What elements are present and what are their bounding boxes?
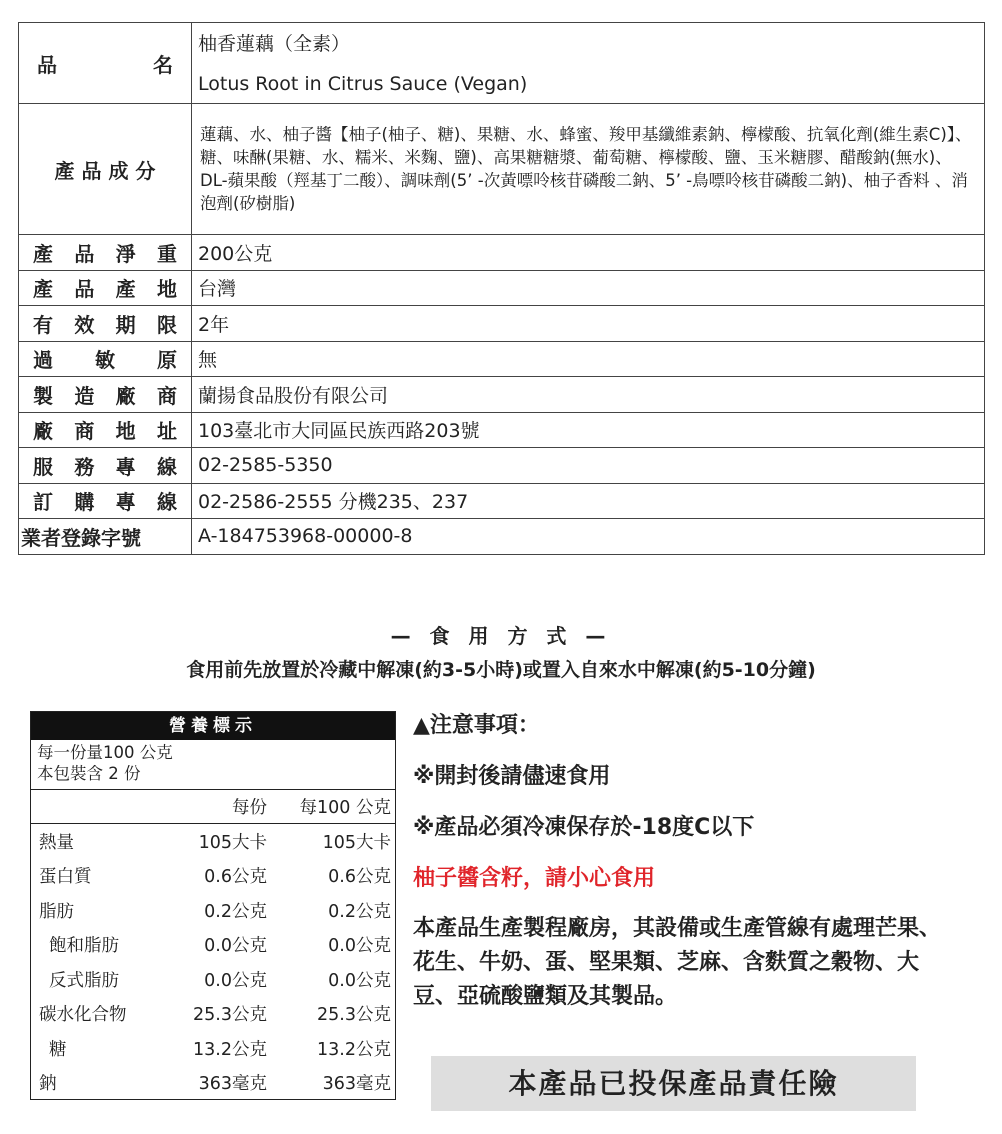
note-allergen-facility: 本產品生產製程廠房，其設備或生產管線有處理芒果、花生、牛奶、蛋、堅果類、芝麻、含麩質之穀物、大豆、亞硫酸鹽類及其製品。 <box>413 916 942 1009</box>
info-row-label: 製 造 廠 商 <box>19 377 192 413</box>
usage-title: — 食 用 方 式 — <box>390 624 612 648</box>
notes-title: ▲注意事項： <box>413 713 540 738</box>
row-ingredients <box>19 104 985 235</box>
nutrition-row <box>31 928 395 963</box>
product-info-table <box>18 22 985 555</box>
info-row <box>19 341 985 377</box>
info-row-value: 02-2586-2555 分機235、237 <box>192 483 985 519</box>
label-product-name: 品 名 <box>19 23 192 104</box>
nutrient-per-100g: 0.2公克 <box>328 901 391 922</box>
nutrient-per-serving: 363毫克 <box>198 1074 267 1095</box>
nutrient-per-100g: 0.0公克 <box>328 936 391 957</box>
nutrient-per-serving: 13.2公克 <box>193 1039 267 1060</box>
nutrient-per-100g: 13.2公克 <box>317 1039 391 1060</box>
info-row-label: 服 務 專 線 <box>19 448 192 484</box>
info-row-value: 2年 <box>192 306 985 342</box>
nutrient-per-serving: 25.3公克 <box>193 1005 267 1026</box>
nutrition-row <box>31 893 395 928</box>
nutrient-name: 蛋白質 <box>39 867 92 888</box>
info-row-label: 過 敏 原 <box>19 341 192 377</box>
nutrition-row <box>31 962 395 997</box>
usage-instructions: 食用前先放置於冷藏中解凍(約3-5小時)或置入自來水中解凍(約5-10分鐘) <box>186 659 816 681</box>
nutrient-name: 反式脂肪 <box>49 970 119 991</box>
info-row-label: 廠 商 地 址 <box>19 412 192 448</box>
nutrient-per-100g: 363毫克 <box>322 1074 391 1095</box>
nutrition-row <box>31 997 395 1032</box>
nutrient-per-100g: 0.6公克 <box>328 867 391 888</box>
col-per-100g: 每100 公克 <box>299 798 391 818</box>
info-row <box>19 377 985 413</box>
info-row-value: 103臺北市大同區民族西路203號 <box>192 412 985 448</box>
nutrient-per-100g: 0.0公克 <box>328 970 391 991</box>
info-row-label: 產 品 產 地 <box>19 270 192 306</box>
serving-info <box>31 740 395 790</box>
nutrition-rows <box>31 824 395 1100</box>
note-seed-warning: 柚子醬含籽，請小心食用 <box>413 866 656 891</box>
product-name-zh: 柚香蓮藕（全素） <box>198 32 351 55</box>
note-frozen-storage: ※產品必須冷凍保存於-18度C以下 <box>413 815 755 840</box>
info-row <box>19 306 985 342</box>
value-registration: A-184753968-00000-8 <box>192 519 985 555</box>
info-row <box>19 270 985 306</box>
nutrition-row <box>31 859 395 894</box>
info-row <box>19 483 985 519</box>
nutrition-header: 營養標示 <box>31 712 395 740</box>
info-row-value: 蘭揚食品股份有限公司 <box>192 377 985 413</box>
product-name-en: Lotus Root in Citrus Sauce (Vegan) <box>198 72 528 95</box>
nutrition-facts-box <box>30 711 396 1100</box>
serving-size: 每一份量100 公克 <box>37 743 173 762</box>
nutrient-per-serving: 0.0公克 <box>204 970 267 991</box>
nutrient-per-100g: 25.3公克 <box>317 1005 391 1026</box>
nutrition-row <box>31 1031 395 1066</box>
label-ingredients: 產 品 成 分 <box>19 104 192 235</box>
nutrient-name: 熱量 <box>39 832 74 853</box>
nutrition-column-headers <box>31 790 395 824</box>
note-open-soon: ※開封後請儘速食用 <box>413 764 611 789</box>
info-row-value: 200公克 <box>192 235 985 271</box>
info-row-label: 產 品 淨 重 <box>19 235 192 271</box>
info-row-label: 訂 購 專 線 <box>19 483 192 519</box>
value-product-name <box>192 23 985 104</box>
servings-per-pack: 本包裝含 2 份 <box>37 764 141 783</box>
notes-section <box>413 708 953 1014</box>
nutrient-per-serving: 105大卡 <box>198 832 267 853</box>
value-ingredients: 蓮藕、水、柚子醬【柚子(柚子、糖)、果糖、水、蜂蜜、羧甲基纖維素鈉、檸檬酸、抗氧化劑(維生素C)】、糖、味醂(果糖、水、糯米、米麴、鹽)、高果糖糖漿、葡萄糖、檸檬酸、鹽、玉米糖膠、醋酸鈉(無水)、DL-蘋果酸（羥基丁二酸）、調味劑(5’ -次黃嘌呤核苷磷酸二鈉、5’ -鳥嘌呤核苷磷酸二鈉)、柚子香料 、消泡劑(矽樹脂) <box>192 104 985 235</box>
info-row-label: 有 效 期 限 <box>19 306 192 342</box>
nutrient-name: 脂肪 <box>39 901 74 922</box>
info-row-value: 台灣 <box>192 270 985 306</box>
nutrient-per-serving: 0.2公克 <box>204 901 267 922</box>
nutrient-name: 飽和脂肪 <box>49 936 119 957</box>
nutrition-row <box>31 1066 395 1101</box>
nutrient-per-serving: 0.0公克 <box>204 936 267 957</box>
info-row <box>19 235 985 271</box>
info-row-value: 無 <box>192 341 985 377</box>
nutrient-per-100g: 105大卡 <box>322 832 391 853</box>
label-registration: 業者登錄字號 <box>19 519 192 555</box>
insurance-banner: 本產品已投保產品責任險 <box>431 1056 916 1111</box>
nutrition-row <box>31 824 395 859</box>
nutrient-per-serving: 0.6公克 <box>204 867 267 888</box>
row-product-name <box>19 23 985 104</box>
row-registration <box>19 519 985 555</box>
nutrient-name: 鈉 <box>39 1074 57 1095</box>
nutrient-name: 糖 <box>49 1039 67 1060</box>
info-row <box>19 412 985 448</box>
nutrient-name: 碳水化合物 <box>39 1005 127 1026</box>
info-row-value: 02-2585-5350 <box>192 448 985 484</box>
col-per-serving: 每份 <box>232 798 267 818</box>
info-row <box>19 448 985 484</box>
